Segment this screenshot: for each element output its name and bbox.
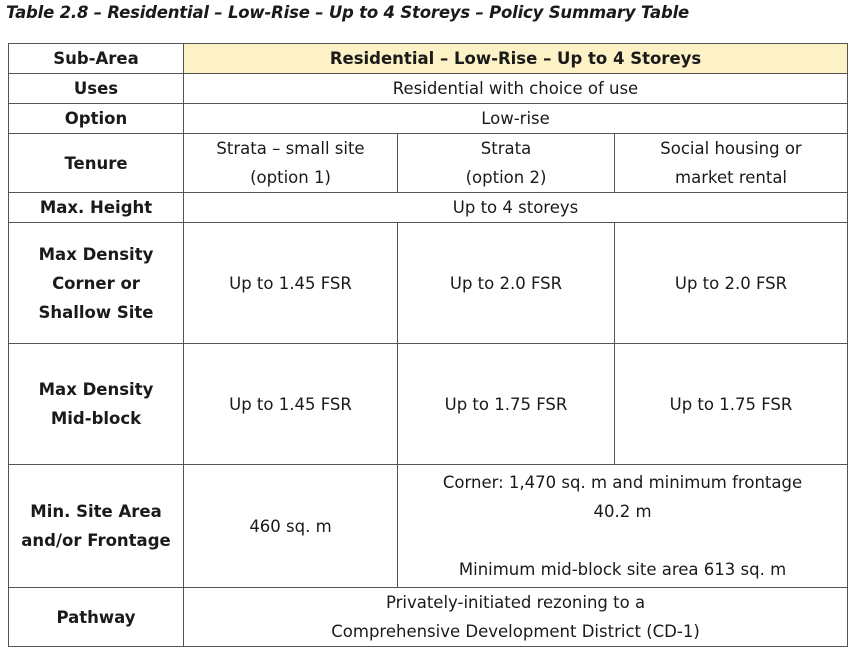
row-label-tenure: Tenure: [9, 134, 184, 193]
site-area-options-2-3: [398, 465, 848, 588]
row-label-uses: Uses: [9, 74, 184, 104]
tenure-option-1-line1: Strata – small site: [216, 139, 365, 158]
table-row-pathway: [9, 588, 848, 647]
table-row-density-mid: [9, 344, 848, 465]
table-row-tenure: [9, 134, 848, 193]
tenure-option-2-line2: (option 2): [465, 168, 547, 187]
density-corner-option-2: Up to 2.0 FSR: [398, 223, 615, 344]
table-row-max-height: [9, 193, 848, 223]
row-label-density-mid: [9, 344, 184, 465]
row-label-site-area: [9, 465, 184, 588]
density-corner-label-line3: Shallow Site: [38, 302, 154, 322]
row-label-max-height: Max. Height: [9, 193, 184, 223]
site-area-spacer: [404, 526, 841, 555]
tenure-option-3: [615, 134, 848, 193]
density-corner-option-3: Up to 2.0 FSR: [615, 223, 848, 344]
site-area-midblock: Minimum mid-block site area 613 sq. m: [458, 560, 787, 579]
table-caption: Table 2.8 – Residential – Low-Rise – Up to 4 Storeys – Policy Summary Table: [6, 3, 690, 22]
density-corner-option-1: Up to 1.45 FSR: [184, 223, 398, 344]
density-mid-option-1: Up to 1.45 FSR: [184, 344, 398, 465]
row-label-option: Option: [9, 104, 184, 134]
tenure-option-1: [184, 134, 398, 193]
row-label-density-corner: [9, 223, 184, 344]
site-area-label-line2: and/or Frontage: [21, 531, 171, 550]
site-area-label-line1: Min. Site Area: [30, 502, 162, 521]
density-corner-label-line1: Max Density: [38, 244, 154, 264]
table-row-density-corner: [9, 223, 848, 344]
row-label-sub-area: Sub-Area: [9, 44, 184, 74]
policy-summary-table: [8, 43, 848, 647]
pathway-line1: Privately-initiated rezoning to a: [385, 593, 646, 612]
table-row-sub-area: [9, 44, 848, 74]
tenure-option-1-line2: (option 1): [250, 168, 331, 187]
site-area-corner-line2: 40.2 m: [593, 502, 652, 521]
table-row-option: [9, 104, 848, 134]
tenure-option-2: [398, 134, 615, 193]
pathway-value: [184, 588, 848, 647]
tenure-option-3-line1: Social housing or: [660, 139, 802, 158]
pathway-line2: Comprehensive Development District (CD-1): [331, 622, 700, 641]
site-area-option-1: 460 sq. m: [184, 465, 398, 588]
density-mid-option-3: Up to 1.75 FSR: [615, 344, 848, 465]
density-mid-option-2: Up to 1.75 FSR: [398, 344, 615, 465]
density-mid-label-line2: Mid-block: [50, 409, 142, 428]
site-area-corner-line1: Corner: 1,470 sq. m and minimum frontage: [442, 473, 803, 492]
option-value: Low-rise: [184, 104, 848, 134]
sub-area-value: Residential – Low-Rise – Up to 4 Storeys: [184, 44, 848, 74]
uses-value: Residential with choice of use: [184, 74, 848, 104]
density-corner-label-line2: Corner or: [52, 273, 140, 293]
max-height-value: Up to 4 storeys: [184, 193, 848, 223]
tenure-option-3-line2: market rental: [675, 168, 788, 187]
table-row-site-area: [9, 465, 848, 588]
tenure-option-2-line1: Strata: [480, 139, 532, 158]
density-mid-label-line1: Max Density: [38, 380, 154, 399]
table-row-uses: [9, 74, 848, 104]
row-label-pathway: Pathway: [9, 588, 184, 647]
